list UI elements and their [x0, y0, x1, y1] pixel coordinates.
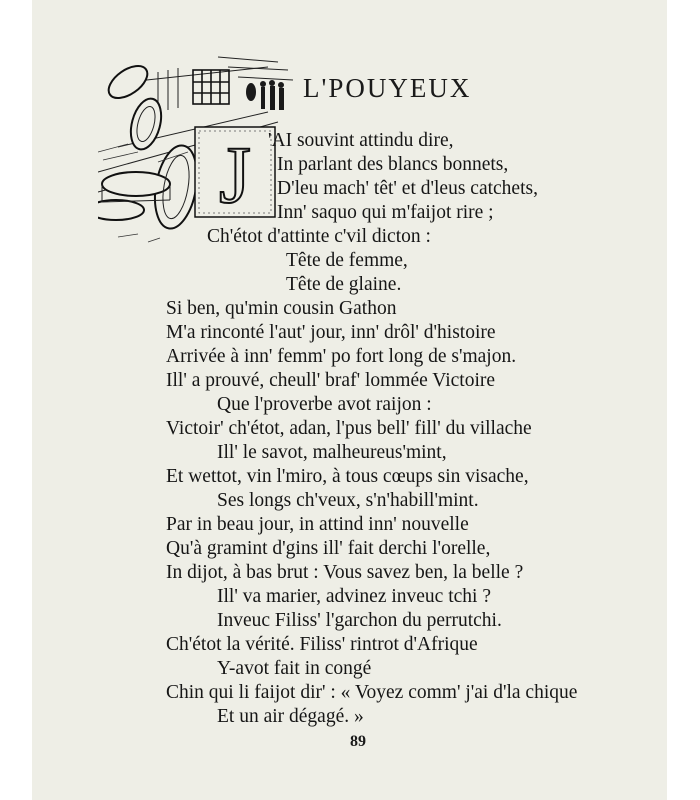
- poem-line: Ill' le savot, malheureus'mint,: [217, 442, 447, 463]
- poem-line: Si ben, qu'min cousin Gathon: [166, 298, 397, 319]
- poem-line: Ses longs ch'veux, s'n'habill'mint.: [217, 490, 479, 511]
- poem-line: Arrivée à inn' femm' po fort long de s'majon.: [166, 346, 517, 367]
- poem-line: M'a rinconté l'aut' jour, inn' drôl' d'histoire: [166, 322, 496, 343]
- poem-line: Victoir' ch'étot, adan, l'pus bell' fill' du villache: [166, 418, 532, 439]
- poem-line: Ch'étot la vérité. Filiss' rintrot d'Afrique: [166, 634, 478, 655]
- poem-line: Que l'proverbe avot raijon :: [217, 394, 432, 415]
- poem-line: In parlant des blancs bonnets,: [277, 154, 509, 175]
- poem-line: Inveuc Filiss' l'garchon du perrutchi.: [217, 610, 502, 631]
- poem-line: Tête de glaine.: [286, 274, 402, 295]
- chapter-illustration: [98, 52, 294, 252]
- poem-line: Inn' saquo qui m'faijot rire ;: [277, 202, 494, 223]
- poem-line: Et un air dégagé. »: [217, 706, 364, 727]
- poem-line: 'AI souvint attindu dire,: [268, 130, 454, 151]
- poem-line: Tête de femme,: [286, 250, 408, 271]
- poem-line: Qu'à gramint d'gins ill' fait derchi l'orelle,: [166, 538, 491, 559]
- poem-title: L'POUYEUX: [303, 73, 472, 103]
- page-number: 89: [350, 733, 366, 750]
- poem-line: Y-avot fait in congé: [217, 658, 372, 679]
- poem-line: Chin qui li faijot dir' : « Voyez comm' j'ai d'la chique: [166, 682, 578, 703]
- poem-line: Et wettot, vin l'miro, à tous cœups sin visache,: [166, 466, 529, 487]
- poem-line: Par in beau jour, in attind inn' nouvelle: [166, 514, 469, 535]
- poem-line: In dijot, à bas brut : Vous savez ben, la belle ?: [166, 562, 524, 583]
- poem-line: Ch'étot d'attinte c'vil dicton :: [207, 226, 431, 247]
- poem-line: Ill' va marier, advinez inveuc tchi ?: [217, 586, 491, 607]
- book-page: [32, 0, 667, 800]
- drop-cap-letter: J: [219, 129, 251, 220]
- poem-line: Ill' a prouvé, cheull' braf' lommée Victoire: [166, 370, 496, 391]
- poem-line: D'leu mach' têt' et d'leus catchets,: [277, 178, 538, 199]
